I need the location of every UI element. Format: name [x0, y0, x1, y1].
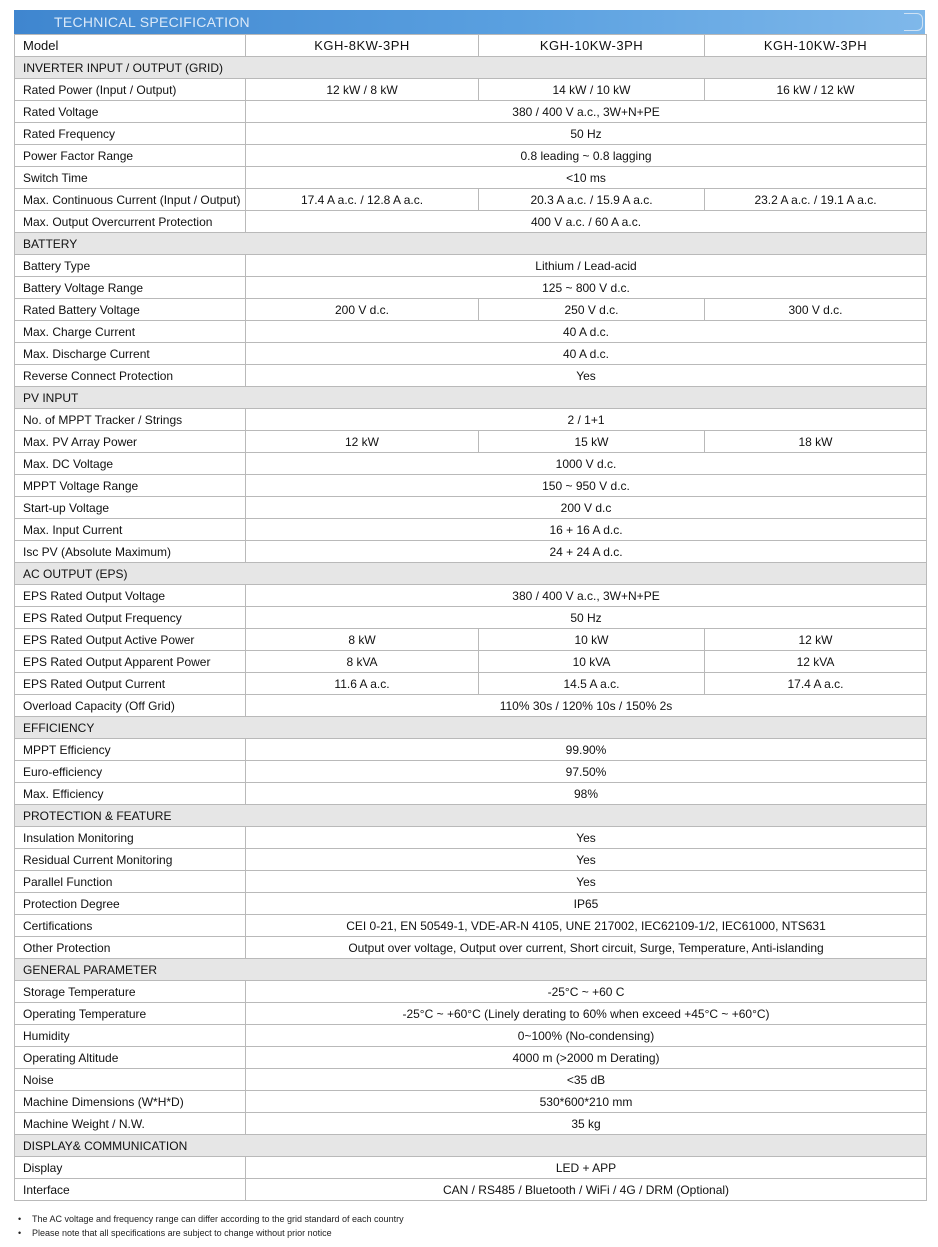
spec-label: Residual Current Monitoring [15, 849, 246, 871]
spec-label: Isc PV (Absolute Maximum) [15, 541, 246, 563]
spec-label: Reverse Connect Protection [15, 365, 246, 387]
spec-label: Machine Dimensions (W*H*D) [15, 1091, 246, 1113]
spec-label: Rated Power (Input / Output) [15, 79, 246, 101]
spec-value: -25°C ~ +60 C [246, 981, 927, 1003]
spec-row [15, 629, 927, 651]
section-header-row [15, 717, 927, 739]
spec-value: 300 V d.c. [705, 299, 927, 321]
spec-row [15, 365, 927, 387]
spec-value: 200 V d.c. [246, 299, 479, 321]
spec-label: EPS Rated Output Frequency [15, 607, 246, 629]
spec-label: Noise [15, 1069, 246, 1091]
spec-label: Max. Output Overcurrent Protection [15, 211, 246, 233]
spec-row [15, 937, 927, 959]
spec-label: Operating Altitude [15, 1047, 246, 1069]
spec-value: 50 Hz [246, 123, 927, 145]
spec-value: <35 dB [246, 1069, 927, 1091]
spec-label: EPS Rated Output Active Power [15, 629, 246, 651]
spec-value: 530*600*210 mm [246, 1091, 927, 1113]
spec-title-bar [14, 10, 925, 34]
spec-label: Humidity [15, 1025, 246, 1047]
spec-value: 99.90% [246, 739, 927, 761]
spec-value: 380 / 400 V a.c., 3W+N+PE [246, 101, 927, 123]
spec-row [15, 343, 927, 365]
spec-label: Display [15, 1157, 246, 1179]
section-title: EFFICIENCY [15, 717, 927, 739]
spec-value: 18 kW [705, 431, 927, 453]
spec-value: -25°C ~ +60°C (Linely derating to 60% when exceed +45°C ~ +60°C) [246, 1003, 927, 1025]
spec-row [15, 211, 927, 233]
model-name: KGH-10KW-3PH [705, 35, 927, 57]
spec-label: Start-up Voltage [15, 497, 246, 519]
spec-value: 14.5 A a.c. [479, 673, 705, 695]
spec-value: 12 kW / 8 kW [246, 79, 479, 101]
spec-row [15, 849, 927, 871]
spec-row [15, 981, 927, 1003]
footnotes [18, 1212, 404, 1240]
model-name: KGH-10KW-3PH [479, 35, 705, 57]
spec-value: 150 ~ 950 V d.c. [246, 475, 927, 497]
spec-label: Overload Capacity (Off Grid) [15, 695, 246, 717]
spec-label: Max. PV Array Power [15, 431, 246, 453]
spec-value: 10 kVA [479, 651, 705, 673]
spec-row [15, 695, 927, 717]
spec-row [15, 585, 927, 607]
title-tab-decoration [904, 13, 923, 31]
spec-row [15, 519, 927, 541]
spec-value: 17.4 A a.c. / 12.8 A a.c. [246, 189, 479, 211]
spec-row [15, 893, 927, 915]
spec-label: Rated Voltage [15, 101, 246, 123]
spec-label: Parallel Function [15, 871, 246, 893]
spec-row [15, 827, 927, 849]
spec-value: 98% [246, 783, 927, 805]
spec-value: Lithium / Lead-acid [246, 255, 927, 277]
section-title: PROTECTION & FEATURE [15, 805, 927, 827]
section-title: INVERTER INPUT / OUTPUT (GRID) [15, 57, 927, 79]
spec-label: Max. Discharge Current [15, 343, 246, 365]
spec-label: Operating Temperature [15, 1003, 246, 1025]
spec-label: EPS Rated Output Current [15, 673, 246, 695]
spec-label: Max. Efficiency [15, 783, 246, 805]
spec-row [15, 1179, 927, 1201]
spec-value: 40 A d.c. [246, 343, 927, 365]
spec-value: LED + APP [246, 1157, 927, 1179]
spec-label: No. of MPPT Tracker / Strings [15, 409, 246, 431]
spec-row [15, 145, 927, 167]
spec-row [15, 1003, 927, 1025]
section-title: PV INPUT [15, 387, 927, 409]
spec-label: Rated Frequency [15, 123, 246, 145]
section-header-row [15, 387, 927, 409]
section-header-row [15, 1135, 927, 1157]
spec-value: 24 + 24 A d.c. [246, 541, 927, 563]
spec-row [15, 739, 927, 761]
spec-row [15, 607, 927, 629]
spec-label: Other Protection [15, 937, 246, 959]
spec-label: Certifications [15, 915, 246, 937]
spec-row [15, 783, 927, 805]
spec-row [15, 761, 927, 783]
spec-row [15, 123, 927, 145]
spec-value: 200 V d.c [246, 497, 927, 519]
spec-value: 4000 m (>2000 m Derating) [246, 1047, 927, 1069]
spec-row [15, 431, 927, 453]
spec-value: 16 + 16 A d.c. [246, 519, 927, 541]
spec-row [15, 871, 927, 893]
spec-value: 250 V d.c. [479, 299, 705, 321]
spec-row [15, 79, 927, 101]
spec-label: EPS Rated Output Apparent Power [15, 651, 246, 673]
spec-label: EPS Rated Output Voltage [15, 585, 246, 607]
spec-value: 125 ~ 800 V d.c. [246, 277, 927, 299]
spec-value: 12 kVA [705, 651, 927, 673]
spec-row [15, 475, 927, 497]
spec-table-body [15, 35, 927, 1201]
spec-label: Interface [15, 1179, 246, 1201]
footnote: • The AC voltage and frequency range can differ according to the grid standard of each country [18, 1212, 404, 1226]
spec-value: 35 kg [246, 1113, 927, 1135]
footnote: • Please note that all specifications are subject to change without prior notice [18, 1226, 404, 1240]
spec-value: 110% 30s / 120% 10s / 150% 2s [246, 695, 927, 717]
spec-value: Yes [246, 871, 927, 893]
section-title: BATTERY [15, 233, 927, 255]
spec-value: 20.3 A a.c. / 15.9 A a.c. [479, 189, 705, 211]
spec-value: 400 V a.c. / 60 A a.c. [246, 211, 927, 233]
section-title: GENERAL PARAMETER [15, 959, 927, 981]
spec-value: Yes [246, 849, 927, 871]
spec-row [15, 409, 927, 431]
spec-label: Storage Temperature [15, 981, 246, 1003]
spec-value: Yes [246, 365, 927, 387]
spec-value: <10 ms [246, 167, 927, 189]
spec-value: 50 Hz [246, 607, 927, 629]
spec-label: Max. Charge Current [15, 321, 246, 343]
spec-value: 10 kW [479, 629, 705, 651]
spec-row [15, 497, 927, 519]
spec-value: 17.4 A a.c. [705, 673, 927, 695]
spec-row [15, 1157, 927, 1179]
spec-value: 380 / 400 V a.c., 3W+N+PE [246, 585, 927, 607]
spec-value: 12 kW [246, 431, 479, 453]
section-title: AC OUTPUT (EPS) [15, 563, 927, 585]
model-header-label: Model [15, 35, 246, 57]
spec-row [15, 1025, 927, 1047]
model-name: KGH-8KW-3PH [246, 35, 479, 57]
spec-value: 8 kVA [246, 651, 479, 673]
spec-value: 0.8 leading ~ 0.8 lagging [246, 145, 927, 167]
spec-label: Battery Type [15, 255, 246, 277]
spec-row [15, 673, 927, 695]
spec-label: Protection Degree [15, 893, 246, 915]
section-title: DISPLAY& COMMUNICATION [15, 1135, 927, 1157]
spec-row [15, 101, 927, 123]
spec-label: Switch Time [15, 167, 246, 189]
spec-label: Machine Weight / N.W. [15, 1113, 246, 1135]
spec-row [15, 1047, 927, 1069]
spec-value: Yes [246, 827, 927, 849]
spec-label: Max. DC Voltage [15, 453, 246, 475]
spec-label: Max. Input Current [15, 519, 246, 541]
spec-row [15, 255, 927, 277]
spec-label: Max. Continuous Current (Input / Output) [15, 189, 246, 211]
spec-value: 15 kW [479, 431, 705, 453]
spec-value: 2 / 1+1 [246, 409, 927, 431]
spec-row [15, 299, 927, 321]
section-header-row [15, 57, 927, 79]
spec-value: 40 A d.c. [246, 321, 927, 343]
section-header-row [15, 805, 927, 827]
spec-value: 23.2 A a.c. / 19.1 A a.c. [705, 189, 927, 211]
spec-value: 14 kW / 10 kW [479, 79, 705, 101]
spec-title: TECHNICAL SPECIFICATION [54, 14, 250, 30]
spec-row [15, 1069, 927, 1091]
spec-row [15, 1113, 927, 1135]
spec-value: 8 kW [246, 629, 479, 651]
spec-value: 1000 V d.c. [246, 453, 927, 475]
spec-label: MPPT Voltage Range [15, 475, 246, 497]
spec-label: Euro-efficiency [15, 761, 246, 783]
spec-value: 12 kW [705, 629, 927, 651]
spec-row [15, 321, 927, 343]
spec-row [15, 453, 927, 475]
spec-label: Power Factor Range [15, 145, 246, 167]
spec-value: Output over voltage, Output over current, Short circuit, Surge, Temperature, Anti-islanding [246, 937, 927, 959]
spec-table [14, 34, 927, 1201]
model-header-row [15, 35, 927, 57]
spec-row [15, 189, 927, 211]
spec-label: MPPT Efficiency [15, 739, 246, 761]
spec-row [15, 651, 927, 673]
spec-row [15, 915, 927, 937]
spec-label: Insulation Monitoring [15, 827, 246, 849]
spec-value: 11.6 A a.c. [246, 673, 479, 695]
spec-row [15, 277, 927, 299]
section-header-row [15, 959, 927, 981]
spec-value: CEI 0-21, EN 50549-1, VDE-AR-N 4105, UNE 217002, IEC62109-1/2, IEC61000, NTS631 [246, 915, 927, 937]
spec-value: 0~100% (No-condensing) [246, 1025, 927, 1047]
spec-value: IP65 [246, 893, 927, 915]
section-header-row [15, 563, 927, 585]
spec-label: Battery Voltage Range [15, 277, 246, 299]
spec-value: CAN / RS485 / Bluetooth / WiFi / 4G / DRM (Optional) [246, 1179, 927, 1201]
spec-row [15, 1091, 927, 1113]
spec-value: 16 kW / 12 kW [705, 79, 927, 101]
spec-row [15, 167, 927, 189]
spec-label: Rated Battery Voltage [15, 299, 246, 321]
spec-value: 97.50% [246, 761, 927, 783]
spec-row [15, 541, 927, 563]
section-header-row [15, 233, 927, 255]
